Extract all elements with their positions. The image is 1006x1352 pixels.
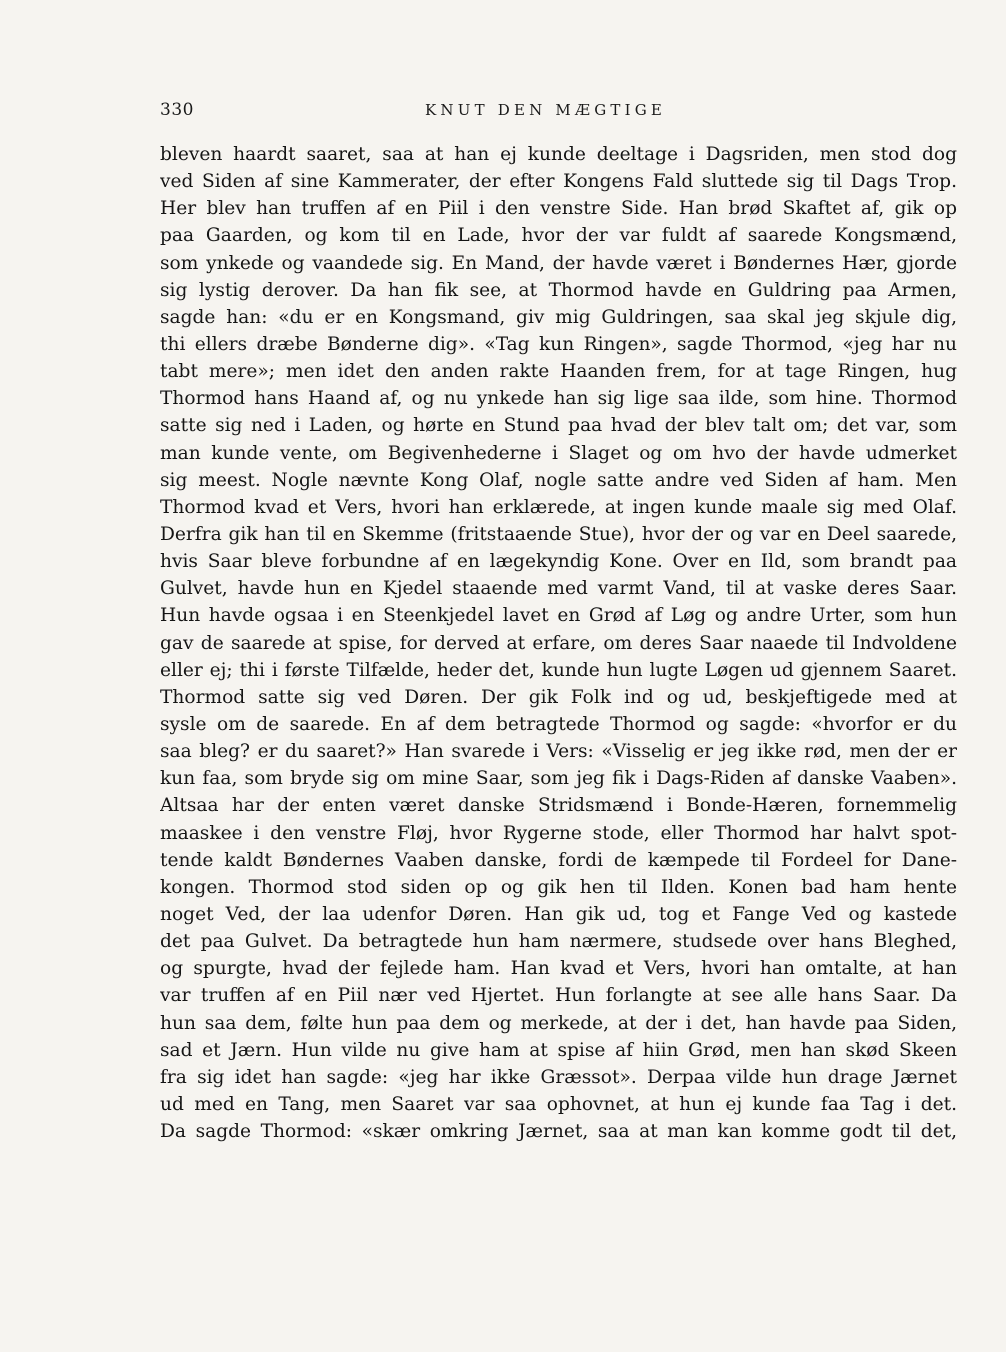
text-line: ved Siden af sine Kammerater, der efter Kongens Fald sluttede sig til Dags Trop.: [160, 171, 957, 193]
text-line: maaskee i den venstre Fløj, hvor Rygerne stode, eller Thormod har halvt spot-: [160, 822, 957, 844]
text-line: kongen. Thormod stod siden op og gik hen til Ilden. Konen bad ham hente: [160, 876, 957, 898]
text-line: tende kaldt Bøndernes Vaaben danske, fordi de kæmpede til Fordeel for Dane-: [160, 849, 957, 871]
running-title: KNUT DEN MÆGTIGE: [425, 101, 667, 119]
text-line: eller ej; thi i første Tilfælde, heder det, kunde hun lugte Løgen ud gjennem Saaret.: [160, 659, 957, 681]
text-line: saa bleg? er du saaret?» Han svarede i Vers: «Visselig er jeg ikke rød, men der er: [160, 741, 957, 763]
text-line: hvis Saar bleve forbundne af en lægekyndig Kone. Over en Ild, som brandt paa: [160, 551, 957, 573]
text-line: satte sig ned i Laden, og hørte en Stund paa hvad der blev talt om; det var, som: [160, 415, 957, 437]
text-line: ud med en Tang, men Saaret var saa ophovnet, at hun ej kunde faa Tag i det.: [160, 1093, 957, 1115]
text-line: sysle om de saarede. En af dem betragtede Thormod og sagde: «hvorfor er du: [160, 713, 957, 735]
text-line: Altsaa har der enten været danske Stridsmænd i Bonde-Hæren, fornemmelig: [160, 795, 957, 817]
text-line: som ynkede og vaandede sig. En Mand, der havde været i Bøndernes Hær, gjorde: [160, 252, 957, 274]
text-line: kun faa, som bryde sig om mine Saar, som jeg fik i Dags-Riden af danske Vaaben».: [160, 768, 957, 790]
text-line: paa Gaarden, og kom til en Lade, hvor der var fuldt af saarede Kongsmænd,: [160, 225, 957, 247]
text-line: sagde han: «du er en Kongsmand, giv mig Guldringen, saa skal jeg skjule dig,: [160, 306, 957, 328]
text-line: gav de saarede at spise, for derved at erfare, om deres Saar naaede til Indvoldene: [160, 632, 957, 654]
text-line: Derfra gik han til en Skemme (fritstaaende Stue), hvor der og var en Deel saarede,: [160, 523, 957, 545]
text-line: og spurgte, hvad der fejlede ham. Han kvad et Vers, hvori han omtalte, at han: [160, 958, 957, 980]
text-line: fra sig idet han sagde: «jeg har ikke Græssot». Derpaa vilde hun drage Jærnet: [160, 1066, 957, 1088]
text-line: Da sagde Thormod: «skær omkring Jærnet, saa at man kan komme godt til det,: [160, 1121, 957, 1143]
page-header: [160, 100, 957, 126]
text-line: Thormod kvad et Vers, hvori han erklærede, at ingen kunde maale sig med Olaf.: [160, 496, 957, 518]
text-line: tabt mere»; men idet den anden rakte Haanden frem, for at tage Ringen, hug: [160, 361, 957, 383]
text-line: Hun havde ogsaa i en Steenkjedel lavet en Grød af Løg og andre Urter, som hun: [160, 605, 957, 627]
text-line: Thormod satte sig ved Døren. Der gik Folk ind og ud, beskjeftigede med at: [160, 686, 957, 708]
text-line: noget Ved, der laa udenfor Døren. Han gik ud, tog et Fange Ved og kastede: [160, 903, 957, 925]
page-number: 330: [160, 100, 194, 120]
text-line: sig meest. Nogle nævnte Kong Olaf, nogle satte andre ved Siden af ham. Men: [160, 469, 957, 491]
text-line: bleven haardt saaret, saa at han ej kunde deeltage i Dagsriden, men stod dog: [160, 144, 957, 165]
text-line: Gulvet, havde hun en Kjedel staaende med varmt Vand, til at vaske deres Saar.: [160, 578, 957, 600]
text-line: var truffen af en Piil nær ved Hjertet. Hun forlangte at see alle hans Saar. Da: [160, 985, 957, 1007]
text-line: sad et Jærn. Hun vilde nu give ham at spise af hiin Grød, men han skød Skeen: [160, 1039, 957, 1061]
text-line: det paa Gulvet. Da betragtede hun ham nærmere, studsede over hans Bleghed,: [160, 931, 957, 953]
text-line: man kunde vente, om Begivenhederne i Slaget og om hvo der havde udmerket: [160, 442, 957, 464]
text-line: sig lystig derover. Da han fik see, at Thormod havde en Guldring paa Armen,: [160, 279, 957, 301]
text-line: hun saa dem, følte hun paa dem og merkede, at der i det, han havde paa Siden,: [160, 1012, 957, 1034]
body-text: [160, 141, 957, 1145]
text-line: thi ellers dræbe Bønderne dig». «Tag kun Ringen», sagde Thormod, «jeg har nu: [160, 333, 957, 355]
text-line: Her blev han truffen af en Piil i den venstre Side. Han brød Skaftet af, gik op: [160, 198, 957, 220]
text-line: Thormod hans Haand af, og nu ynkede han sig lige saa ilde, som hine. Thormod: [160, 388, 957, 410]
